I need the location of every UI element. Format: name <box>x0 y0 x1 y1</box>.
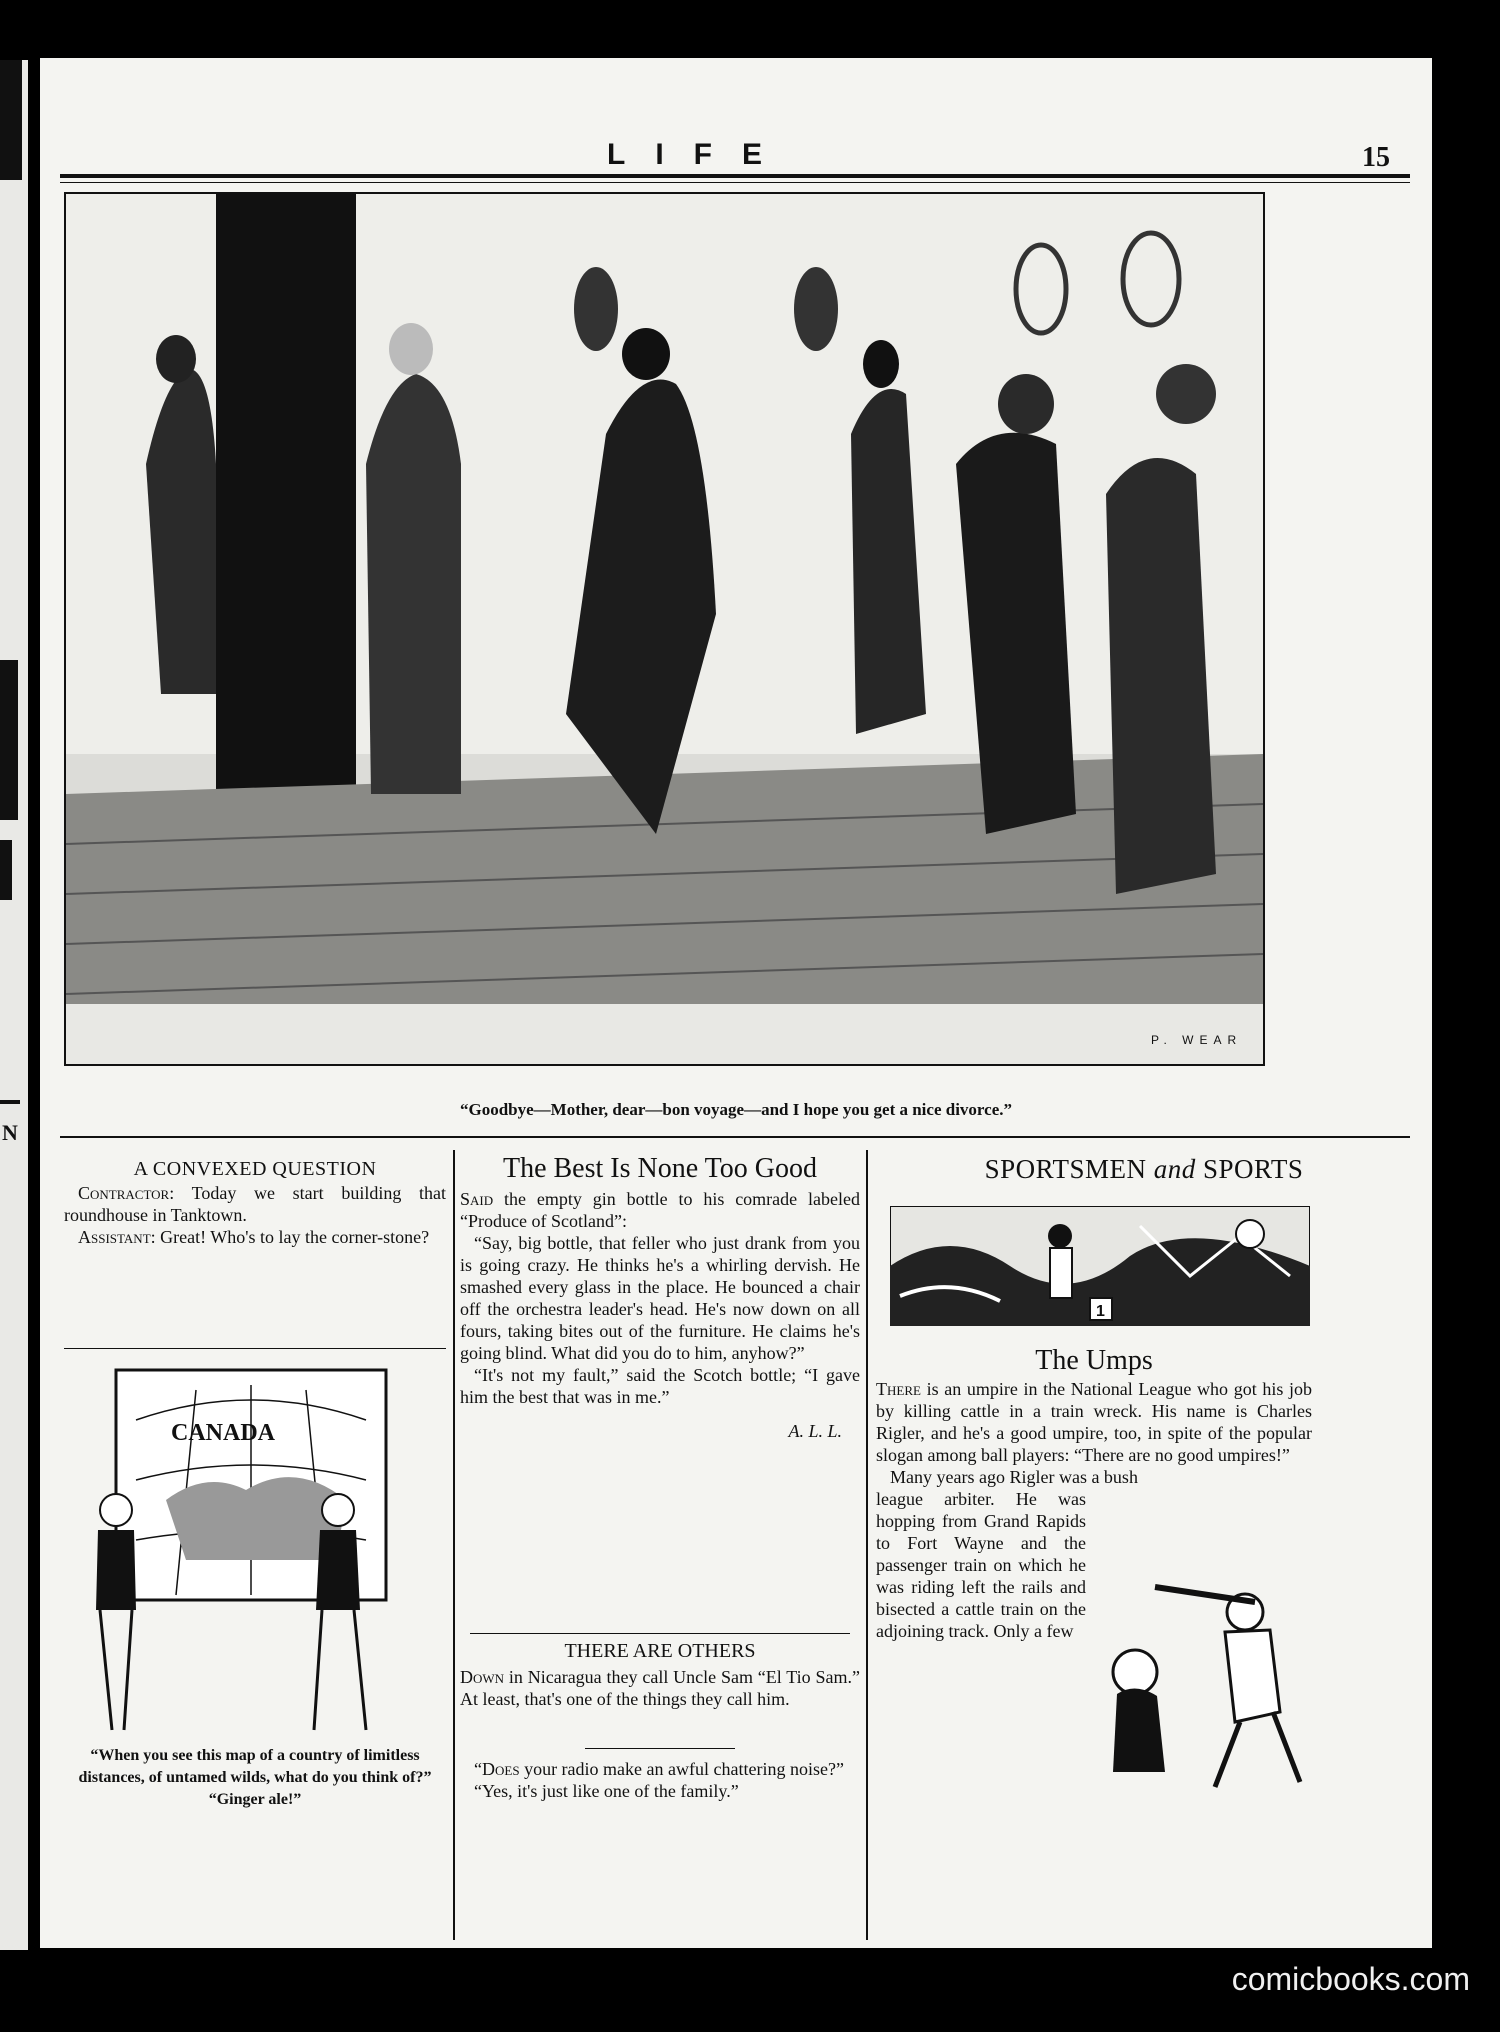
column-divider <box>453 1150 455 1940</box>
adjacent-page-edge <box>0 60 28 1950</box>
joke-question: your radio make an awful chattering noise?” <box>519 1759 844 1779</box>
section-rule <box>60 1136 1410 1138</box>
main-cartoon-caption: “Goodbye—Mother, dear—bon voyage—and I hope you get a nice divorce.” <box>459 1100 1013 1119</box>
contractor-line: Today we start building that roundhouse in Tanktown. <box>64 1183 446 1225</box>
main-cartoon-illustration <box>64 192 1265 1066</box>
sports-banner-illustration <box>890 1206 1310 1326</box>
header-rule-thin <box>60 182 1410 183</box>
short-rule <box>585 1748 735 1749</box>
caption-question: “When you see this map of a country of limitless distances, of untamed wilds, what do you think of?” <box>78 1747 432 1786</box>
best-article-title: The Best Is None Too Good <box>502 1153 818 1184</box>
article-paragraph: Many years ago Rigler was a bush <box>890 1467 1138 1487</box>
others-title: THERE ARE OTHERS <box>564 1640 756 1662</box>
joke-answer: “Yes, it's just like one of the family.” <box>474 1781 739 1801</box>
canada-cartoon-caption <box>64 1745 446 1811</box>
article-paragraph: in Nicaragua they call Uncle Sam “El Tio Sam.” At least, that's one of the things they call him. <box>460 1667 860 1709</box>
speaker-assistant: Assistant: <box>78 1227 156 1247</box>
assistant-line: Great! Who's to lay the corner-stone? <box>155 1227 430 1247</box>
article-paragraph: is an umpire in the National League who got his job by killing cattle in a train wreck. His name is Charles Rigler, and he's a good umpire, too, in spite of the popular slogan among ball players: “There are no good umpires!” <box>876 1379 1312 1465</box>
caption-answer: “Ginger ale!” <box>208 1791 302 1808</box>
banner-number-badge: 1 <box>1096 1303 1105 1320</box>
column-rule <box>470 1633 850 1634</box>
speaker-contractor: Contractor: <box>78 1183 175 1203</box>
canada-map-cartoon <box>76 1360 438 1738</box>
sports-title: SPORTSMEN and SPORTS <box>984 1154 1304 1184</box>
illustrator-signature: P. WEAR <box>1151 1033 1243 1047</box>
magazine-title: LIFE <box>607 138 792 171</box>
convexed-question <box>64 1158 446 1248</box>
umps-title: The Umps <box>1035 1345 1153 1376</box>
map-label: CANADA <box>171 1420 275 1446</box>
page-header <box>62 138 1410 198</box>
lead-word: “Does <box>474 1759 520 1779</box>
article-paragraph: “Say, big bottle, that feller who just drank from you is going crazy. He thinks he's a whirling dervish. He smashed every glass in the place. He bounced a chair off the orchestra leader's head. He's now down on all fours, taking bites out of the furniture. He claims he's going blind. What did you do to him, anyhow?” <box>460 1233 860 1363</box>
lead-word: Said <box>460 1189 494 1209</box>
column-divider <box>866 1150 868 1940</box>
article-signature: A. L. L. <box>788 1421 842 1441</box>
baseball-umpire-illustration <box>1095 1582 1315 1794</box>
article-paragraph: the empty gin bottle to his comrade labeled “Produce of Scotland”: <box>460 1189 860 1231</box>
best-article <box>460 1153 860 1442</box>
radio-joke <box>460 1758 860 1802</box>
convexed-title: A CONVEXED QUESTION <box>133 1158 377 1180</box>
others-article <box>460 1640 860 1710</box>
lead-word: Down <box>460 1667 505 1687</box>
lead-word: There <box>876 1379 921 1399</box>
page-number: 15 <box>1362 142 1390 173</box>
sports-header <box>876 1154 1412 1184</box>
adjacent-page-letter: N <box>2 1120 18 1145</box>
article-paragraph: league arbiter. He was hopping from Grand Rapids to Fort Wayne and the passenger train on which he was riding left the rails and bisected a cattle train on the adjoining track. Only a few <box>876 1489 1086 1641</box>
magazine-page <box>40 58 1432 1948</box>
header-rule <box>60 174 1410 178</box>
column-rule <box>64 1348 446 1349</box>
article-paragraph: “It's not my fault,” said the Scotch bottle; “I gave him the best that was in me.” <box>460 1365 860 1407</box>
watermark: comicbooks.com <box>1231 1961 1470 1997</box>
